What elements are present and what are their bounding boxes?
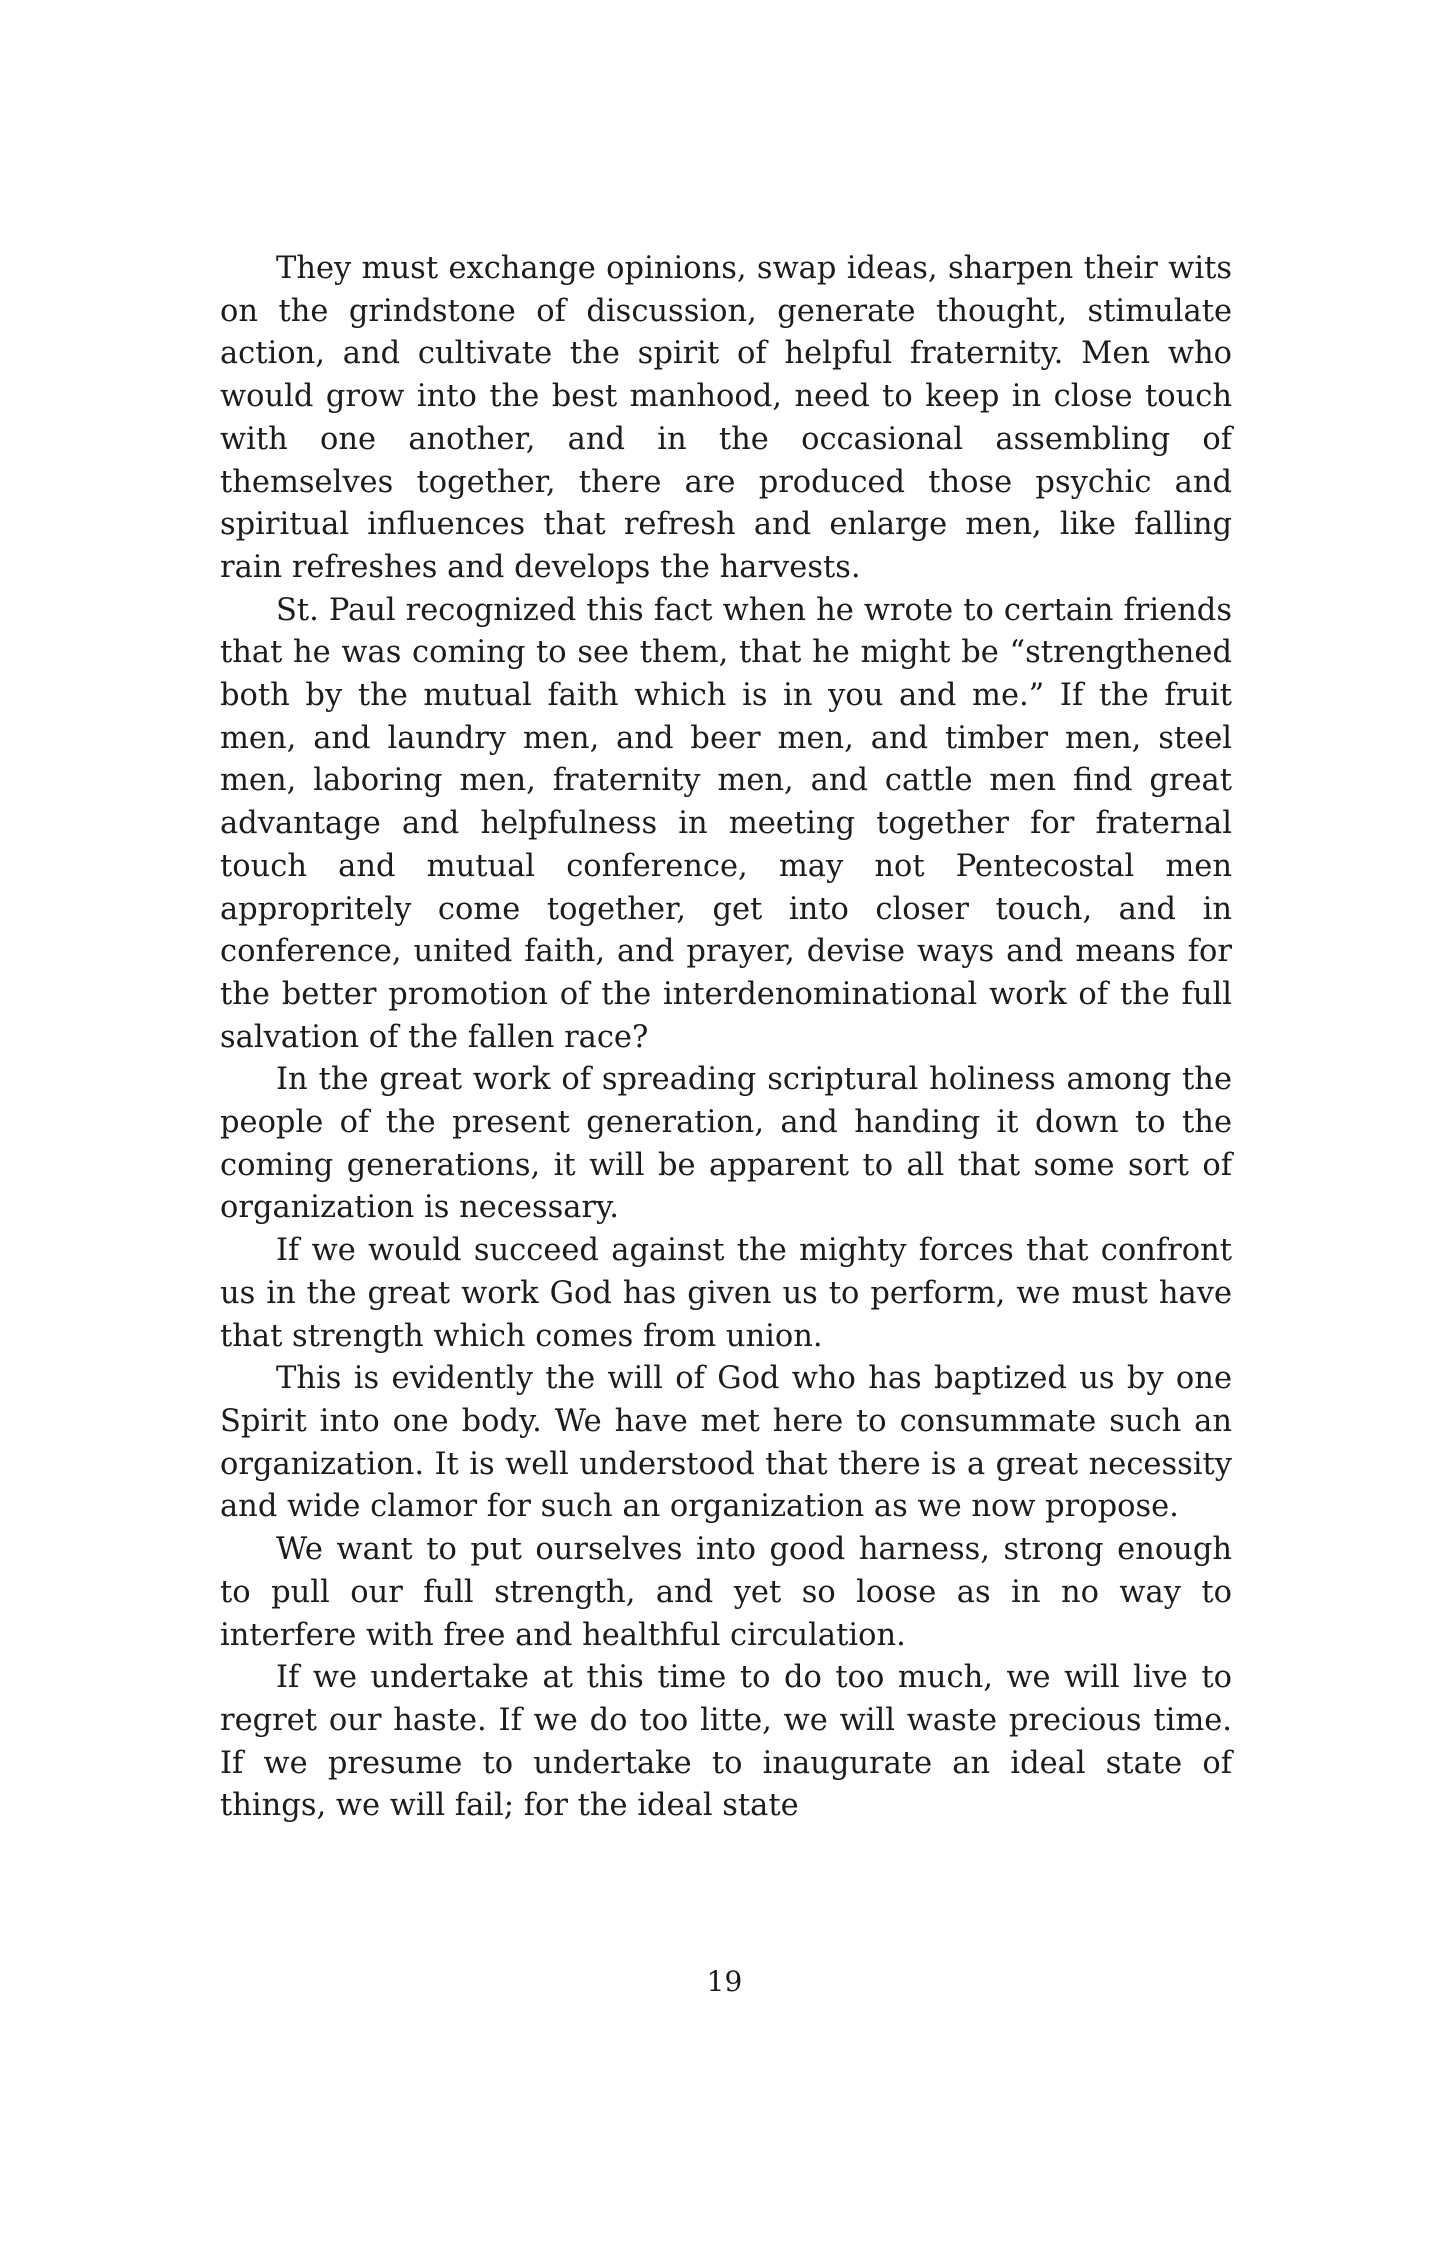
page-number: 19 — [706, 1965, 743, 1998]
paragraph-3: In the great work of spreading scriptural holiness among the people of the present generation, and handing it down to the coming generations, it will be apparent to all that some sort of organization is necessary. — [220, 1062, 1232, 1226]
paragraph-4: If we would succeed against the mighty forces that confront us in the great work God has given us to perform, we must have that strength which comes from union. — [220, 1233, 1232, 1354]
paragraph-1: They must exchange opinions, swap ideas, sharpen their wits on the grindstone of discussion, generate thought, stimulate action, and cultivate the spirit of helpful fraternity. Men who would grow into the best manhood, need to keep in close touch with one another, and in the occasional assembling of themselves together, there are produced those psychic and spiritual influences that refresh and enlarge men, like falling rain refreshes and develops the harvests. — [220, 251, 1232, 585]
paragraph-2: St. Paul recognized this fact when he wrote to certain friends that he was coming to see them, that he might be “strengthened both by the mutual faith which is in you and me.” If the fruit men, and laundry men, and beer men, and timber men, steel men, laboring men, fraternity men, and cattle men find great advantage and helpfulness in meeting together for fraternal touch and mutual conference, may not Pentecostal men appropritely come together, get into closer touch, and in conference, united faith, and prayer, devise ways and means for the better promotion of the interdenominational work of the full salvation of the fallen race? — [220, 592, 1232, 1055]
paragraph-6: We want to put ourselves into good harness, strong enough to pull our full strength, and yet so loose as in no way to interfere with free and healthful circulation. — [220, 1532, 1232, 1653]
paragraph-5: This is evidently the will of God who has baptized us by one Spirit into one body. We have met here to consummate such an organization. It is well understood that there is a great necessity and wide clamor for such an organization as we now propose. — [220, 1361, 1232, 1525]
body-text — [220, 248, 1232, 1828]
paragraph-7: If we undertake at this time to do too much, we will live to regret our haste. If we do too litte, we will waste precious time. If we presume to undertake to inaugurate an ideal state of things, we will fail; for the ideal state — [220, 1660, 1232, 1824]
